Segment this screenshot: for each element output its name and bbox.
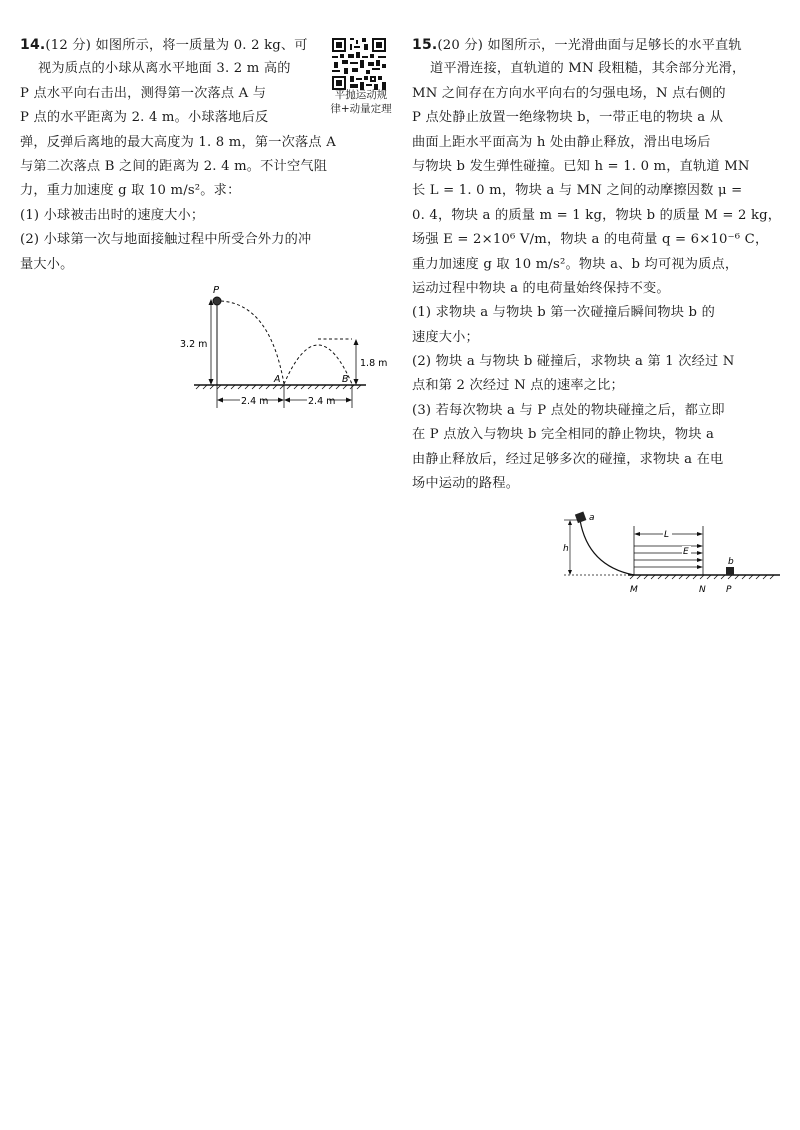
- q14-label-A: A: [274, 374, 281, 385]
- ball-icon: [213, 297, 221, 305]
- q15-line-6: 与物块 b 发生弹性碰撞。已知 h = 1. 0 m，直轨道 MN: [412, 158, 750, 174]
- q14-label-height2: 1.8 m: [360, 358, 388, 369]
- q14-label-dist1: 2.4 m: [241, 396, 269, 407]
- q15-h-head-top: [568, 520, 572, 525]
- tag-line-1: 平抛运动规: [334, 89, 388, 101]
- q15-line-11: 运动过程中物块 a 的电荷量始终保持不变。: [412, 280, 670, 296]
- q14-dist1-head-right: [278, 398, 284, 403]
- q15-field-arrow-heads: [697, 544, 703, 569]
- q14-line-5: 弹，反弹后离地的最大高度为 1. 8 m，第一次落点 A: [20, 134, 336, 150]
- q15-label-a: a: [589, 513, 595, 523]
- q15-L-head-right: [697, 532, 703, 536]
- q15-text-1: (20 分) 如图所示，一光滑曲面与足够长的水平直轨: [437, 38, 742, 53]
- q14-trajectory-1: [221, 301, 284, 384]
- q14-label-dist2: 2.4 m: [308, 396, 336, 407]
- q14-figure: [170, 284, 388, 414]
- q14-dist2-head-left: [284, 398, 290, 403]
- q14-line-4: P 点的水平距离为 2. 4 m。小球落地后反: [20, 110, 269, 126]
- q15-line-3: MN 之间存在方向水平向右的匀强电场，N 点右侧的: [412, 85, 726, 101]
- q15-label-E: E: [683, 547, 689, 557]
- q14-arrow2-head-top: [354, 339, 359, 345]
- q14-number: 14.: [20, 37, 46, 53]
- q14-line-7: 力，重力加速度 g 取 10 m/s²。求：: [20, 183, 241, 199]
- q15-label-b: b: [728, 557, 734, 567]
- q15-sub-2-line-1: (2) 物块 a 与物块 b 碰撞后，求物块 a 第 1 次经过 N: [412, 354, 735, 370]
- q14-sub-1: (1) 小球被击出时的速度大小；: [20, 207, 205, 223]
- q15-sub-3-line-3: 由静止释放后，经过足够多次的碰撞，求物块 a 在电: [412, 451, 724, 467]
- q14-sub-2-line-1: (2) 小球第一次与地面接触过程中所受合外力的冲: [20, 232, 312, 248]
- q14-dist1-head-left: [217, 398, 223, 403]
- q15-line-9: 场强 E = 2×10⁶ V/m，物块 a 的电荷量 q = 6×10⁻⁶ C，: [412, 232, 769, 248]
- q15-figure: [558, 508, 784, 600]
- q15-number: 15.: [412, 37, 438, 53]
- q15-label-M: M: [630, 585, 638, 595]
- q15-h-head-bottom: [568, 570, 572, 575]
- q15-sub-3-line-4: 场中运动的路程。: [412, 476, 520, 492]
- q15-line-5: 曲面上距水平面高为 h 处由静止释放，滑出电场后: [412, 134, 711, 150]
- q14-text-1: (12 分) 如图所示，将一质量为 0. 2 kg、可: [45, 38, 308, 53]
- q15-line-4: P 点处静止放置一绝缘物块 b，一带正电的物块 a 从: [412, 110, 724, 126]
- q15-line-7: 长 L = 1. 0 m，物块 a 与 MN 之间的动摩擦因数 μ =: [412, 183, 743, 199]
- qr-code-image[interactable]: [332, 38, 386, 90]
- q15-label-P: P: [726, 585, 732, 595]
- q15-line-10: 重力加速度 g 取 10 m/s²。物块 a、b 均可视为质点，: [412, 256, 739, 272]
- q15-sub-3-line-1: (3) 若每次物块 a 与 P 点处的物块碰撞之后，都立即: [412, 402, 725, 418]
- q15-sub-1-line-2: 速度大小；: [412, 329, 479, 345]
- q14-label-B: B: [342, 374, 349, 385]
- q15-line-2: 道平滑连接，直轨道的 MN 段粗糙，其余部分光滑，: [430, 61, 746, 77]
- knowledge-tag: [326, 88, 396, 116]
- q14-arrow-head-bottom: [209, 379, 214, 385]
- block-a-icon: [575, 512, 587, 524]
- q15-sub-1-line-1: (1) 求物块 a 与物块 b 第一次碰撞后瞬间物块 b 的: [412, 305, 715, 321]
- q15-label-h: h: [563, 544, 569, 554]
- q14-line-2: 视为质点的小球从离水平地面 3. 2 m 高的: [38, 61, 291, 77]
- q15-label-N: N: [699, 585, 706, 595]
- q14-line-6: 与第二次落点 B 之间的距离为 2. 4 m。不计空气阻: [20, 158, 328, 174]
- q15-label-L: L: [664, 530, 670, 540]
- q14-sub-2-line-2: 量大小。: [20, 256, 74, 272]
- q14-dist2-head-right: [346, 398, 352, 403]
- q15-line-1: [412, 33, 786, 57]
- question-15: [412, 33, 786, 496]
- block-b-icon: [726, 567, 734, 575]
- q15-sub-3-line-2: 在 P 点放入与物块 b 完全相同的静止物块，物块 a: [412, 427, 715, 443]
- q15-sub-2-line-2: 点和第 2 次经过 N 点的速率之比；: [412, 378, 624, 394]
- q14-label-height1: 3.2 m: [180, 339, 208, 350]
- q15-line-8: 0. 4，物块 a 的质量 m = 1 kg，物块 b 的质量 M = 2 kg，: [412, 207, 782, 223]
- q14-arrow2-head-bottom: [354, 379, 359, 385]
- q15-L-head-left: [634, 532, 640, 536]
- q15-curved-surface: [580, 520, 634, 575]
- q14-label-P: P: [213, 285, 220, 296]
- tag-line-2: 律+动量定理: [330, 103, 392, 115]
- q14-line-3: P 点水平向右击出，测得第一次落点 A 与: [20, 85, 267, 101]
